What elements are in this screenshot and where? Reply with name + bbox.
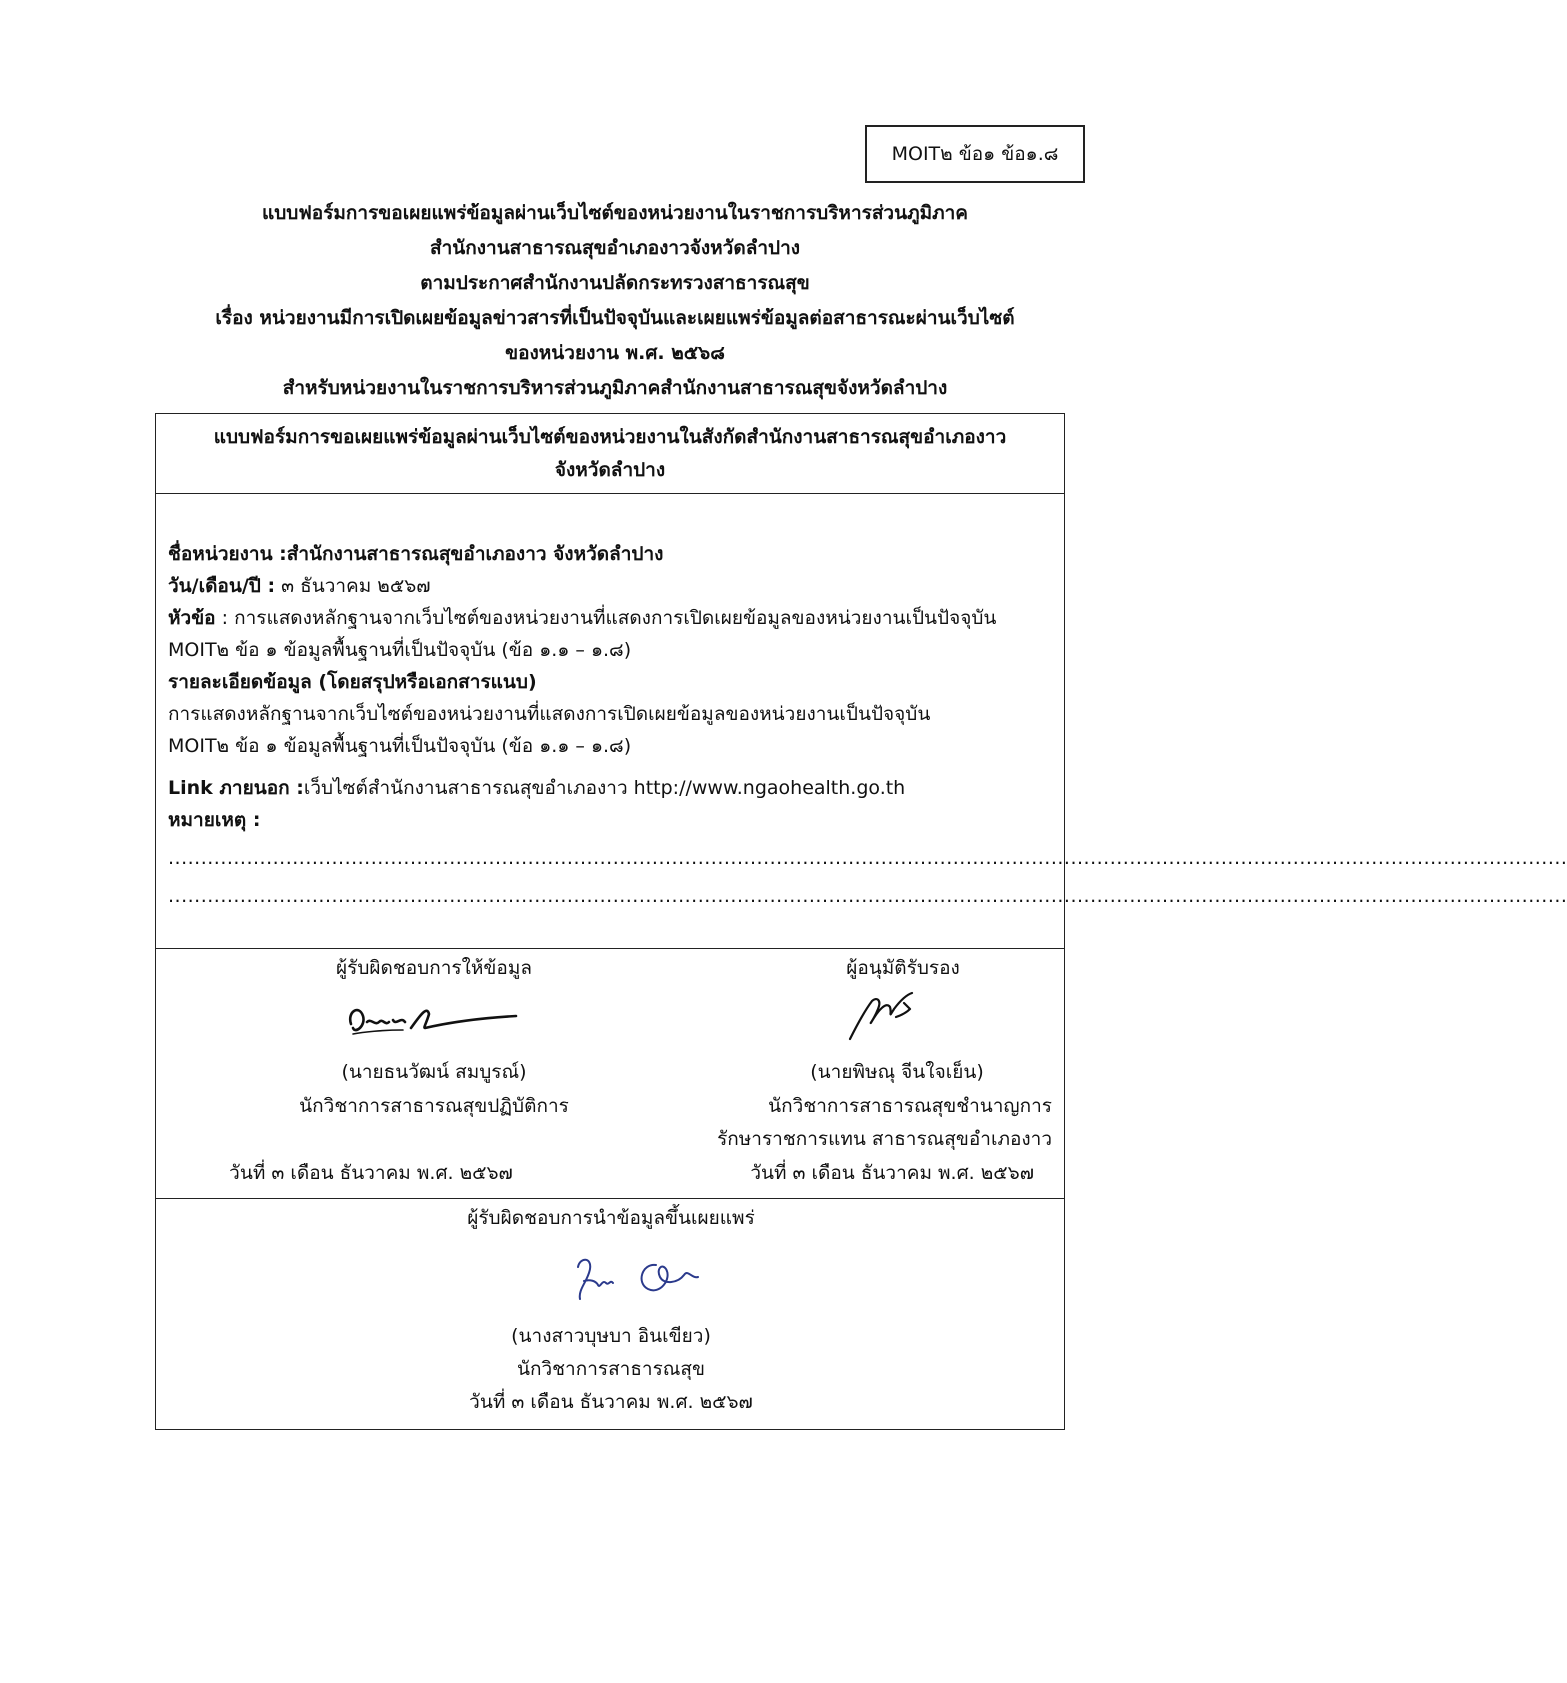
signature-section — [156, 949, 1064, 1199]
publisher-section — [156, 1199, 1064, 1429]
publisher-signature-image — [566, 1249, 716, 1309]
agency-label: ชื่อหน่วยงาน : — [168, 543, 287, 565]
left-signer-role: ผู้รับผิดชอบการให้ข้อมูล — [336, 957, 532, 979]
publisher-name: (นางสาวบุษบา อินเขียว) — [511, 1325, 711, 1347]
note-dotted-line: ...................................................................................................................................................................................................................... — [168, 847, 1567, 869]
document-code: MOIT๒ ข้อ๑ ข้อ๑.๘ — [891, 143, 1059, 165]
date-label: วัน/เดือน/ปี : — [168, 575, 276, 597]
link-field — [168, 772, 1050, 804]
detail-label: รายละเอียดข้อมูล (โดยสรุปหรือเอกสารแนบ) — [168, 671, 537, 693]
header-line: ของหน่วยงาน พ.ศ. ๒๕๖๘ — [505, 342, 725, 364]
right-signer-position: นักวิชาการสาธารณสุขชำนาญการ — [768, 1095, 1052, 1117]
document-header — [120, 196, 1110, 406]
agency-value: สำนักงานสาธารณสุขอำเภองาว จังหวัดลำปาง — [286, 543, 664, 565]
table-title-line: จังหวัดลำปาง — [554, 459, 666, 481]
document-code-box — [865, 125, 1085, 183]
topic-label: หัวข้อ — [168, 607, 216, 629]
note-dotted-line: ...................................................................................................................................................................................................................... — [168, 885, 1567, 907]
right-sign-date: วันที่ ๓ เดือน ธันวาคม พ.ศ. ๒๕๖๗ — [750, 1162, 1034, 1184]
right-signer-role: ผู้อนุมัติรับรอง — [846, 957, 960, 979]
note-label: หมายเหตุ : — [168, 809, 261, 831]
header-line: แบบฟอร์มการขอเผยแพร่ข้อมูลผ่านเว็บไซต์ของหน่วยงานในราชการบริหารส่วนภูมิภาค — [261, 202, 969, 224]
agency-field — [168, 538, 1050, 570]
date-field — [168, 570, 1050, 602]
table-title-line: แบบฟอร์มการขอเผยแพร่ข้อมูลผ่านเว็บไซต์ของหน่วยงานในสังกัดสำนักงานสาธารณสุขอำเภองาว — [213, 426, 1007, 448]
header-line: สำหรับหน่วยงานในราชการบริหารส่วนภูมิภาคสำนักงานสาธารณสุขจังหวัดลำปาง — [282, 377, 948, 399]
detail-line-1: การแสดงหลักฐานจากเว็บไซต์ของหน่วยงานที่แสดงการเปิดเผยข้อมูลของหน่วยงานเป็นปัจจุบัน — [168, 703, 931, 725]
publisher-date: วันที่ ๓ เดือน ธันวาคม พ.ศ. ๒๕๖๗ — [469, 1391, 753, 1413]
left-signer-position: นักวิชาการสาธารณสุขปฏิบัติการ — [299, 1095, 569, 1117]
table-title — [156, 414, 1064, 494]
header-line: เรื่อง หน่วยงานมีการเปิดเผยข้อมูลข่าวสารที่เป็นปัจจุบันและเผยแพร่ข้อมูลต่อสาธารณะผ่านเว็บไซต์ — [215, 307, 1015, 329]
left-signer-name: (นายธนวัฒน์ สมบูรณ์) — [341, 1061, 527, 1083]
topic-line-2: MOIT๒ ข้อ ๑ ข้อมูลพื้นฐานที่เป็นปัจจุบัน (ข้อ ๑.๑ – ๑.๘) — [168, 639, 632, 661]
form-table — [155, 413, 1567, 1430]
detail-line-2: MOIT๒ ข้อ ๑ ข้อมูลพื้นฐานที่เป็นปัจจุบัน (ข้อ ๑.๑ – ๑.๘) — [168, 735, 632, 757]
header-line: สำนักงานสาธารณสุขอำเภองาวจังหวัดลำปาง — [429, 237, 801, 259]
topic-field — [168, 602, 1050, 634]
left-signature-image — [341, 994, 521, 1044]
publisher-role: ผู้รับผิดชอบการนำข้อมูลขึ้นเผยแพร่ — [467, 1207, 755, 1229]
link-value[interactable]: เว็บไซต์สำนักงานสาธารณสุขอำเภองาว http://www.ngaohealth.go.th — [303, 777, 906, 799]
right-signer-acting-role: รักษาราชการแทน สาธารณสุขอำเภองาว — [717, 1128, 1052, 1150]
left-sign-date: วันที่ ๓ เดือน ธันวาคม พ.ศ. ๒๕๖๗ — [229, 1162, 513, 1184]
date-value: ๓ ธันวาคม ๒๕๖๗ — [275, 575, 431, 597]
right-signer-name: (นายพิษณุ จีนใจเย็น) — [810, 1061, 984, 1083]
form-body — [156, 494, 1567, 949]
right-signature-image — [832, 987, 942, 1045]
topic-value: : การแสดงหลักฐานจากเว็บไซต์ของหน่วยงานที่แสดงการเปิดเผยข้อมูลของหน่วยงานเป็นปัจจุบัน — [215, 607, 997, 629]
link-label: Link ภายนอก : — [168, 777, 304, 799]
publisher-position: นักวิชาการสาธารณสุข — [516, 1358, 706, 1380]
header-line: ตามประกาศสำนักงานปลัดกระทรวงสาธารณสุข — [420, 272, 810, 294]
